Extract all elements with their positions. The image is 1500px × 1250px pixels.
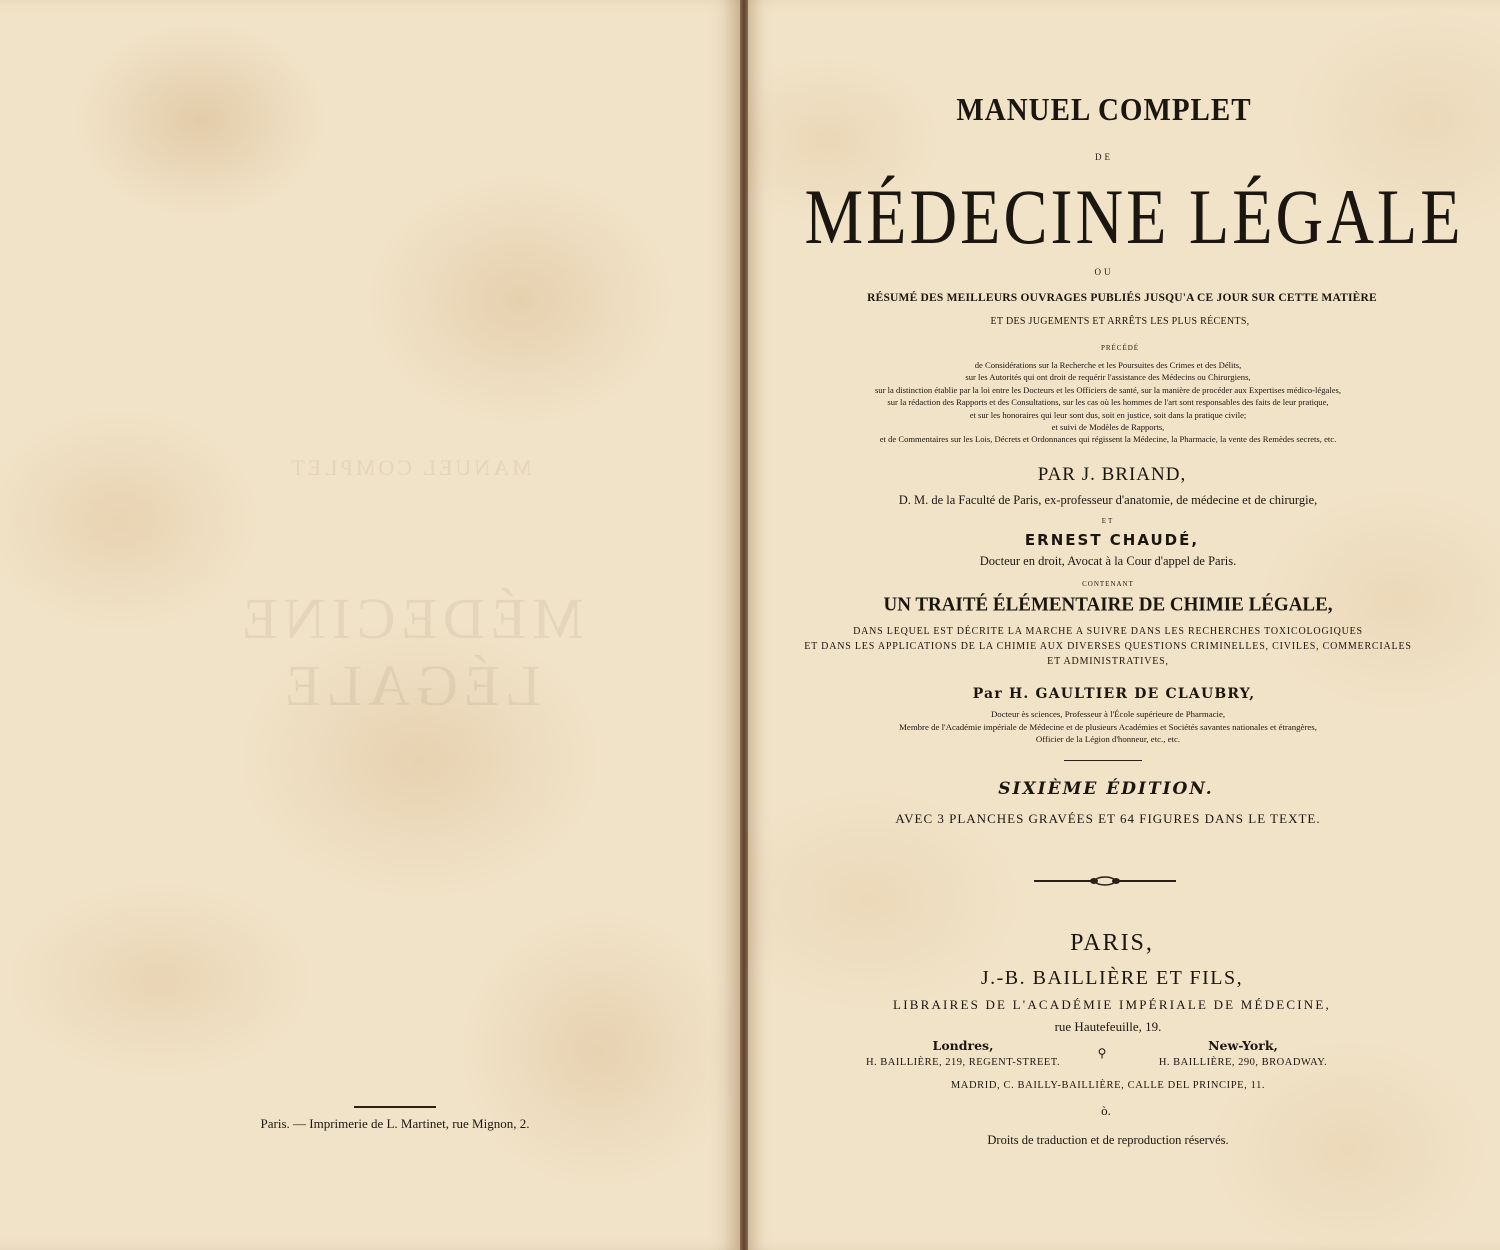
- traite-desc-line: ET ADMINISTRATIVES,: [1047, 656, 1169, 667]
- bleed-through-text: MÉDECINE LÉGALE: [236, 586, 584, 718]
- gaultier-desc-line: Membre de l'Académie impériale de Médecine et de plusieurs Académies et Sociétés savantes nationales et étrangères,: [899, 721, 1317, 732]
- london-office: [848, 1038, 1078, 1068]
- author-gaultier: Par H. GAULTIER DE CLAUBRY,: [972, 686, 1256, 702]
- main-title: MÉDECINE LÉGALE: [804, 174, 1464, 261]
- title-page: [748, 0, 1500, 1250]
- left-page: [0, 0, 740, 1250]
- considerations-line: de Considérations sur la Recherche et les Poursuites des Crimes et des Délits,: [974, 360, 1242, 370]
- london-address: H. BAILLIÈRE, 219, REGENT-STREET.: [865, 1057, 1061, 1068]
- title-de: DE: [1095, 152, 1113, 162]
- figures-note: AVEC 3 PLANCHES GRAVÉES ET 64 FIGURES DANS LE TEXTE.: [895, 811, 1321, 826]
- publisher-description: LIBRAIRES DE L'ACADÉMIE IMPÉRIALE DE MÉDECINE,: [893, 997, 1331, 1012]
- contenant-label: CONTENANT: [1082, 580, 1134, 588]
- author-gaultier-desc: [748, 708, 1468, 746]
- traite-desc-line: DANS LEQUEL EST DÉCRITE LA MARCHE A SUIVRE DANS LES RECHERCHES TOXICOLOGIQUES: [853, 626, 1363, 637]
- author-chaude: ERNEST CHAUDÉ,: [1024, 531, 1200, 549]
- edition-label: SIXIÈME ÉDITION.: [998, 779, 1214, 799]
- considerations-line: et sur les honoraires qui leur sont dus, soit en justice, soit dans la pratique civile;: [969, 409, 1247, 420]
- ornament-divider: [1034, 872, 1176, 890]
- madrid-office: MADRID, C. BAILLY-BAILLIÈRE, CALLE DEL PRINCIPE, 11.: [950, 1080, 1266, 1091]
- author-briand: PAR J. BRIAND,: [1037, 464, 1187, 485]
- author-chaude-desc: Docteur en droit, Avocat à la Cour d'appel de Paris.: [979, 554, 1237, 568]
- precede-label: PRÉCÉDÉ: [1100, 344, 1140, 352]
- considerations-line: et de Commentaires sur les Lois, Décrets et Ordonnances qui régissent la Médecine, la Pharmacie, la vente des Remèdes secrets, etc.: [879, 434, 1337, 445]
- rights-notice: Droits de traduction et de reproduction réservés.: [987, 1133, 1229, 1147]
- signature-mark: ò.: [1101, 1103, 1111, 1118]
- title-ou: OU: [1094, 267, 1114, 277]
- traite-desc-line: ET DANS LES APPLICATIONS DE LA CHIMIE AUX DIVERSES QUESTIONS CRIMINELLES, CIVILES, COMMERCIALES: [804, 641, 1412, 652]
- newyork-address: H. BAILLIÈRE, 290, BROADWAY.: [1158, 1057, 1328, 1068]
- imprint-city: PARIS,: [1070, 930, 1154, 956]
- subtitle-2: ET DES JUGEMENTS ET ARRÊTS LES PLUS RÉCENTS,: [990, 316, 1250, 327]
- london-label: Londres,: [932, 1038, 994, 1053]
- traite-title: UN TRAITÉ ÉLÉMENTAIRE DE CHIMIE LÉGALE,: [883, 593, 1333, 616]
- considerations-line: sur la distinction établie par la loi entre les Docteurs et les Officiers de santé, sur la manière de procéder aux Expertises médico-légales,: [874, 384, 1342, 395]
- subtitle-1: RÉSUMÉ DES MEILLEURS OUVRAGES PUBLIÉS JUSQU'A CE JOUR SUR CETTE MATIÈRE: [867, 292, 1377, 304]
- gaultier-desc-line: Docteur ès sciences, Professeur à l'École supérieure de Pharmacie,: [990, 709, 1226, 719]
- edition-rule: [1064, 760, 1142, 761]
- publisher-name: J.-B. BAILLIÈRE ET FILS,: [980, 967, 1244, 989]
- title-line-1: MANUEL COMPLET: [956, 92, 1252, 128]
- office-separator-mark: ⚲: [1097, 1046, 1107, 1060]
- bleed-through-text-small: MANUEL COMPLET: [288, 455, 532, 480]
- author-briand-desc: D. M. de la Faculté de Paris, ex-professeur d'anatomie, de médecine et de chirurgie,: [898, 493, 1318, 507]
- considerations-line: sur la rédaction des Rapports et des Consultations, sur les cas où les hommes de l'art sont responsables des faits de leur pratique,: [887, 397, 1329, 408]
- newyork-label: New-York,: [1208, 1038, 1278, 1053]
- considerations-line: sur les Autorités qui ont droit de requérir l'assistance des Médecins ou Chirurgiens,: [965, 372, 1251, 383]
- book-gutter: [740, 0, 748, 1250]
- newyork-office: [1128, 1038, 1358, 1068]
- publisher-address: rue Hautefeuille, 19.: [1054, 1019, 1162, 1034]
- considerations-block: [748, 359, 1468, 446]
- branch-offices: [848, 1038, 1348, 1078]
- traite-description: [748, 624, 1468, 669]
- printer-imprint: Paris. — Imprimerie de L. Martinet, rue Mignon, 2.: [260, 1116, 530, 1131]
- conjunction-et: ET: [1101, 517, 1115, 525]
- printer-rule: [354, 1106, 436, 1108]
- considerations-line: et suivi de Modèles de Rapports,: [1051, 422, 1165, 433]
- gaultier-desc-line: Officier de la Légion d'honneur, etc., etc.: [1035, 734, 1181, 744]
